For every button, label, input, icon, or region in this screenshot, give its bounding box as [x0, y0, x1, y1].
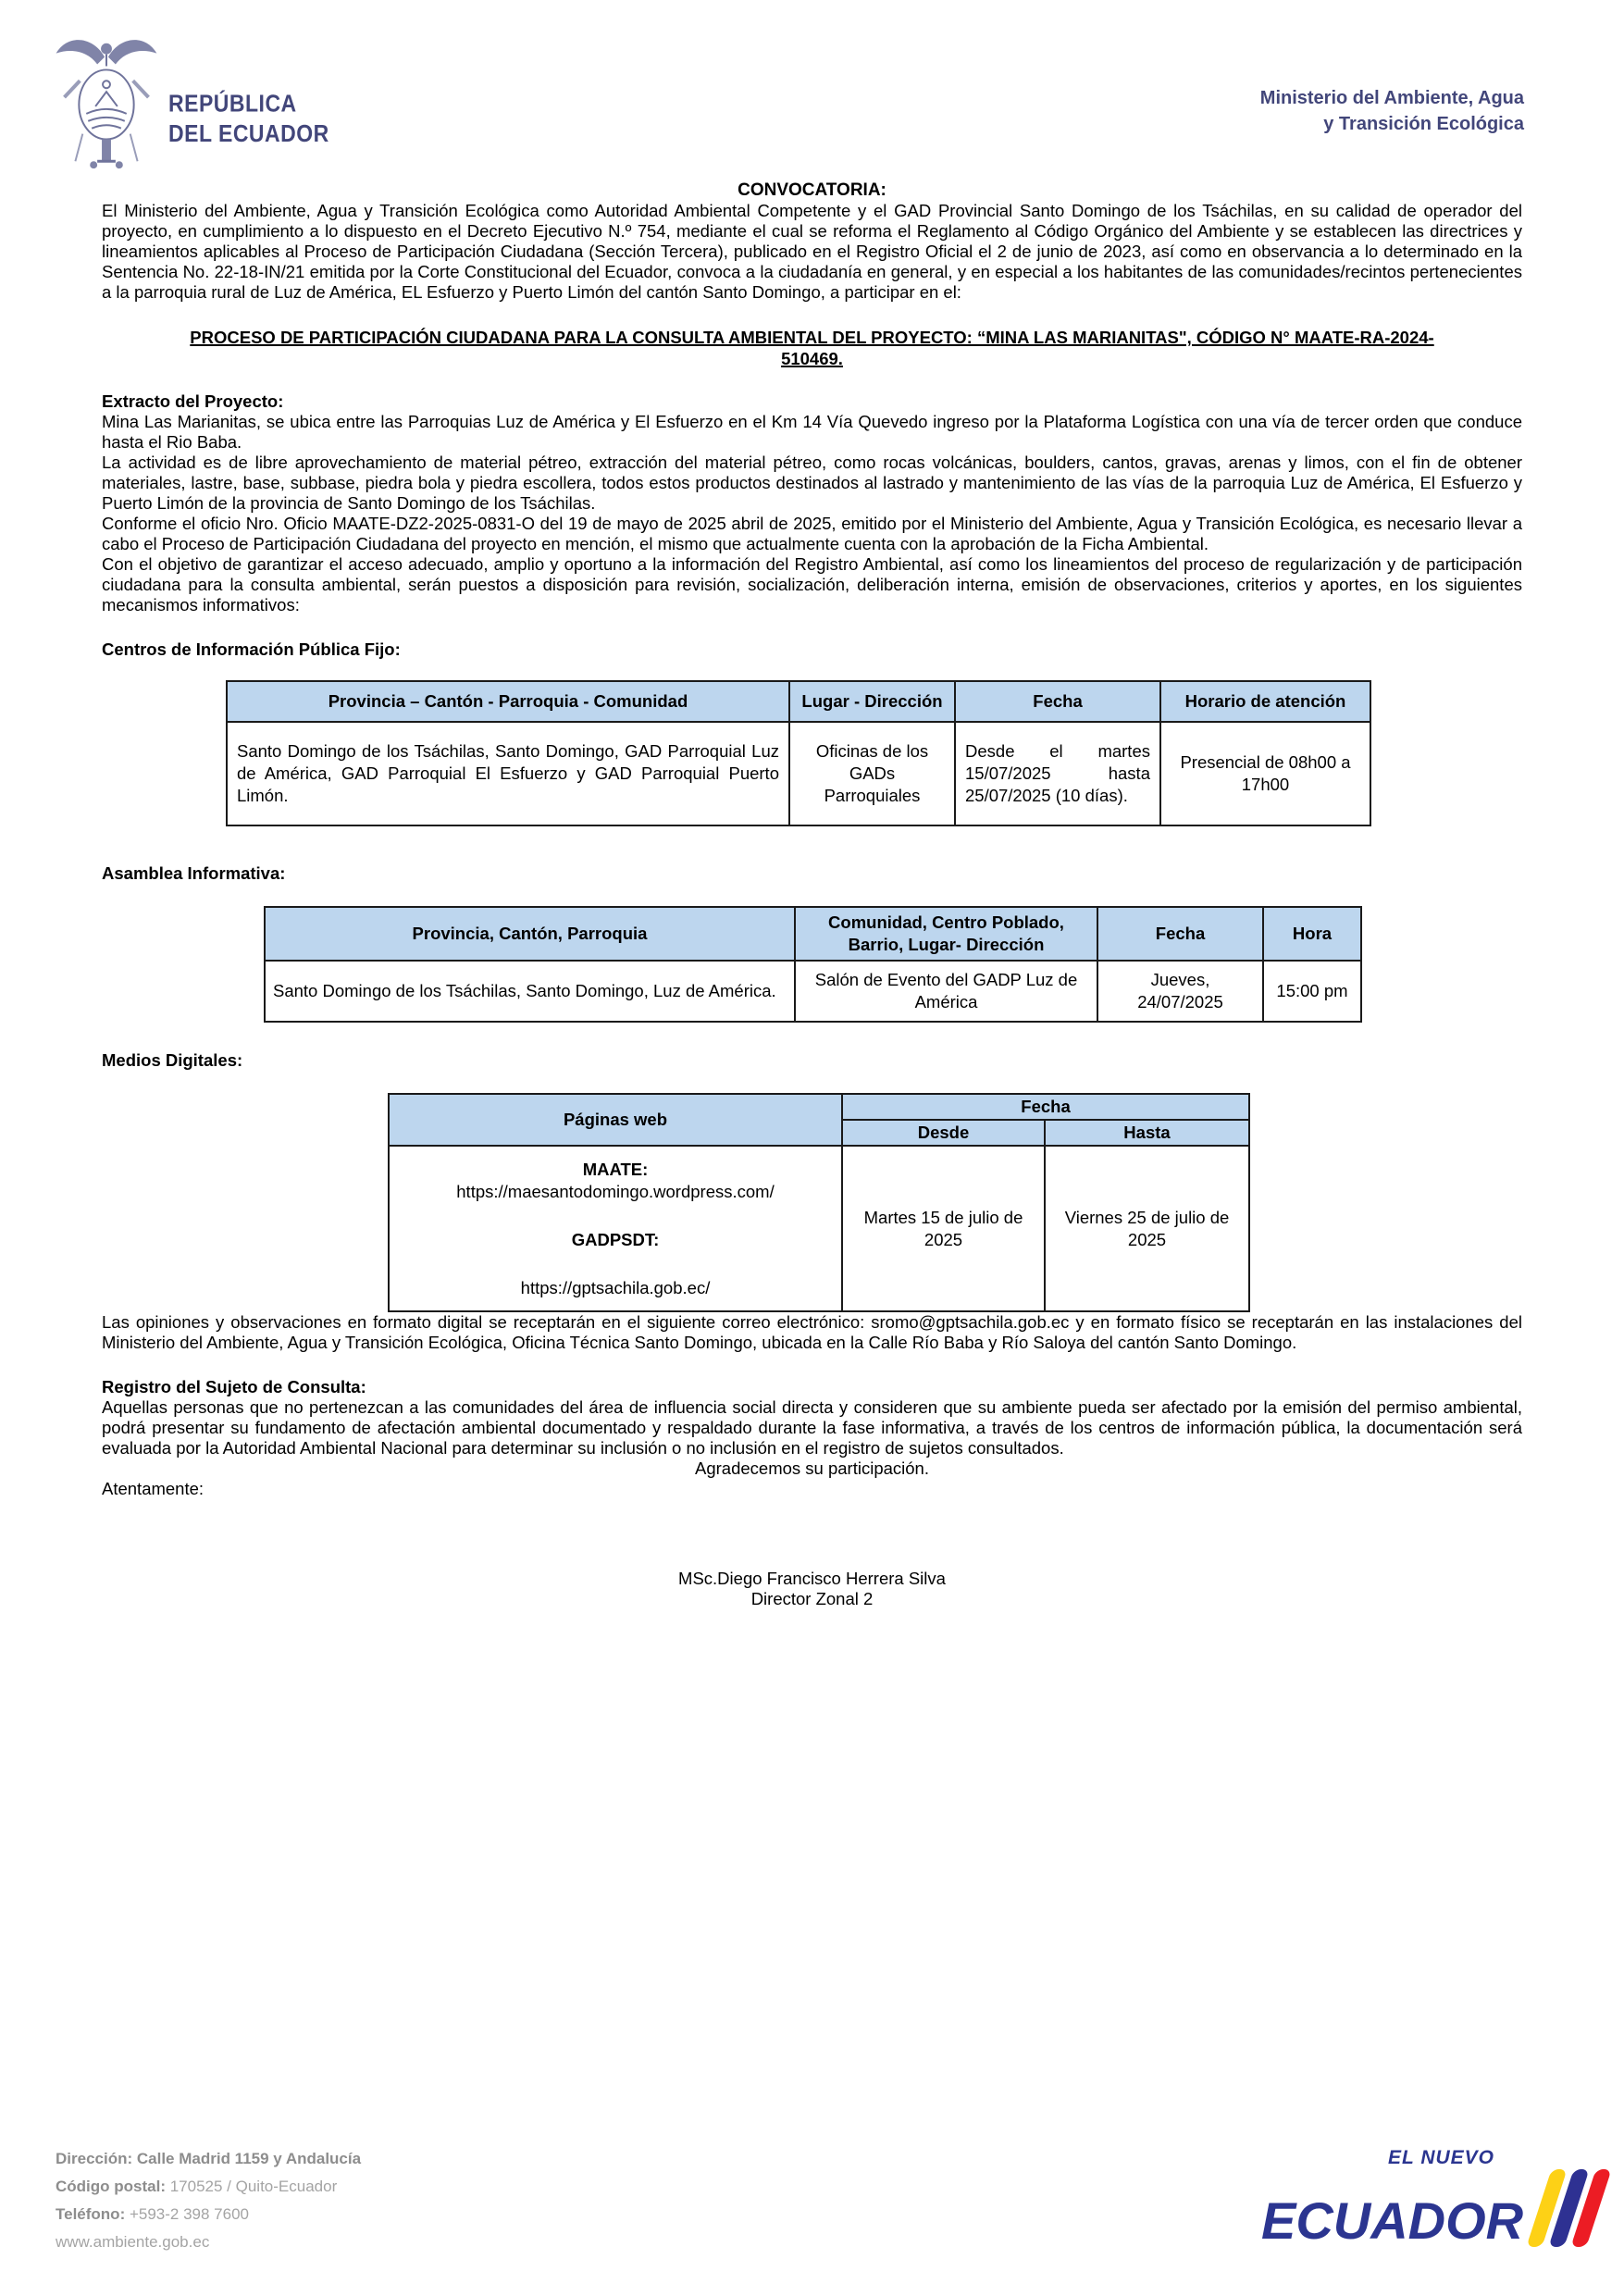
process-heading: [102, 327, 1522, 369]
medios-header-row-1: [389, 1094, 1249, 1120]
medios-cell-hasta: Viernes 25 de julio de 2025: [1045, 1146, 1249, 1311]
footer-direccion-label: Dirección:: [56, 2150, 133, 2167]
footer-direccion: [56, 2145, 361, 2173]
maate-label: MAATE:: [582, 1159, 649, 1179]
asamblea-header-provincia: Provincia, Cantón, Parroquia: [265, 907, 795, 961]
process-heading-line2: 510469.: [781, 349, 843, 368]
asamblea-header-row: [265, 907, 1361, 961]
gadpsdt-label: GADPSDT:: [571, 1229, 660, 1249]
asamblea-header-fecha: Fecha: [1097, 907, 1263, 961]
intro-paragraph: El Ministerio del Ambiente, Agua y Transición Ecológica como Autoridad Ambiental Competente y el GAD Provincial Santo Domingo de los Tsáchilas, en su calidad de operador del proyecto, en cumplimiento a lo dispuesto en el Decreto Ejecutivo N.º 754, mediante el cual se reforma el Reglamento al Código Orgánico del Ambiente y se establecen las directrices y lineamientos aplicables al Proceso de Participación Ciudadana (Sección Tercera), publicado en el Registro Oficial el 2 de junio de 2023, así como en observancia a lo determinado en la Sentencia No. 22-18-IN/21 emitida por la Corte Constitucional del Ecuador, convoca a la ciudadanía en general, y en especial a los habitantes de las comunidades/recintos pertenecientes a la parroquia rural de Luz de América, EL Esfuerzo y Puerto Limón del cantón Santo Domingo, a participar en el:: [102, 201, 1522, 302]
registro-paragraph: Aquellas personas que no pertenezcan a las comunidades del área de influencia social directa y consideren que su ambiente pueda ser afectado por la emisión del permiso ambiental, podrá presentar su fundamento de afectación ambiental documentado y respaldado durante la fase informativa, a través de los centros de información pública, la documentación será evaluada por la Autoridad Ambiental Nacional para determinar su inclusión o no inclusión en el registro de sujetos consultados.: [102, 1397, 1522, 1458]
medios-header-hasta: Hasta: [1045, 1120, 1249, 1146]
centros-cell-horario: Presencial de 08h00 a 17h00: [1160, 722, 1370, 825]
section-heading-registro: Registro del Sujeto de Consulta:: [102, 1377, 366, 1396]
footer-direccion-value: Calle Madrid 1159 y Andalucía: [136, 2150, 362, 2167]
medios-data-row: [389, 1146, 1249, 1311]
centros-cell-lugar: Oficinas de los GADs Parroquiales: [789, 722, 955, 825]
extracto-paragraph-3: Conforme el oficio Nro. Oficio MAATE-DZ2-2025-0831-O del 19 de mayo de 2025 abril de 2025, emitido por el Ministerio del Ambiente, Agua y Transición Ecológica, es necesario llevar a cabo el Proceso de Participación Ciudadana del proyecto en mención, el mismo que actualmente cuenta con la aprobación de la Ficha Ambiental.: [102, 514, 1522, 553]
logo-ecuador-text: ECUADOR: [1261, 2191, 1524, 2250]
republic-line2: DEL ECUADOR: [168, 119, 329, 147]
medios-table: [388, 1093, 1250, 1312]
signer-role: Director Zonal 2: [750, 1589, 874, 1608]
footer-codigo-label: Código postal:: [56, 2178, 166, 2195]
asamblea-cell-provincia: Santo Domingo de los Tsáchilas, Santo Domingo, Luz de América.: [265, 961, 795, 1022]
footer-codigo-postal: [56, 2173, 361, 2201]
signer-name: MSc.Diego Francisco Herrera Silva: [678, 1569, 946, 1588]
centros-header-lugar: Lugar - Dirección: [789, 681, 955, 722]
el-nuevo-ecuador-logo: [1261, 2147, 1567, 2250]
section-heading-extracto: Extracto del Proyecto:: [102, 391, 284, 411]
medios-cell-desde: Martes 15 de julio de 2025: [842, 1146, 1045, 1311]
page-title: CONVOCATORIA:: [738, 180, 886, 200]
footer-telefono-value: +593-2 398 7600: [129, 2205, 250, 2223]
signature-block: [102, 1569, 1522, 1609]
footer-telefono-label: Teléfono:: [56, 2205, 126, 2223]
section-heading-asamblea: Asamblea Informativa:: [102, 863, 286, 883]
centros-data-row: [227, 722, 1370, 825]
republic-line1: REPÚBLICA: [168, 90, 297, 118]
centros-header-horario: Horario de atención: [1160, 681, 1370, 722]
thanks-line: Agradecemos su participación.: [695, 1458, 929, 1478]
ministry-line2: y Transición Ecológica: [1323, 114, 1524, 134]
document-content: [102, 176, 1522, 1609]
centros-header-provincia: Provincia – Cantón - Parroquia - Comunidad: [227, 681, 789, 722]
extracto-paragraph-1: Mina Las Marianitas, se ubica entre las Parroquias Luz de América y El Esfuerzo en el Km 14 Vía Quevedo ingreso por la Plataforma Logística con una vía de tercer orden que conduce hasta el Rio Baba.: [102, 412, 1522, 452]
footer-codigo-value: 170525 / Quito-Ecuador: [169, 2178, 338, 2195]
footer-contact-block: [56, 2145, 361, 2256]
opiniones-paragraph: Las opiniones y observaciones en formato digital se receptarán en el siguiente correo electrónico: sromo@gptsachila.gob.ec y en formato físico se receptarán en las instalaciones del Ministerio del Ambiente, Agua y Transición Ecológica, Oficina Técnica Santo Domingo, ubicada en la Calle Río Baba y Río Saloya del cantón Santo Domingo.: [102, 1312, 1522, 1352]
logo-el-nuevo-text: EL NUEVO: [1388, 2147, 1494, 2168]
centros-header-row: [227, 681, 1370, 722]
centros-table: [226, 680, 1371, 826]
section-heading-centros: Centros de Información Pública Fijo:: [102, 639, 401, 659]
asamblea-data-row: [265, 961, 1361, 1022]
asamblea-cell-hora: 15:00 pm: [1263, 961, 1361, 1022]
ministry-line1: Ministerio del Ambiente, Agua: [1259, 88, 1524, 108]
centros-cell-provincia: Santo Domingo de los Tsáchilas, Santo Domingo, GAD Parroquial Luz de América, GAD Parroquial El Esfuerzo y GAD Parroquial Puerto Limón.: [227, 722, 789, 825]
salutation-line: Atentamente:: [102, 1479, 205, 1498]
ministry-name: [1260, 85, 1524, 137]
asamblea-table: [264, 906, 1362, 1023]
footer-website: www.ambiente.gob.ec: [56, 2233, 210, 2251]
centros-header-fecha: Fecha: [955, 681, 1160, 722]
medios-header-paginas: Páginas web: [389, 1094, 842, 1146]
maate-url: https://maesantodomingo.wordpress.com/: [456, 1181, 775, 1201]
gadpsdt-url: https://gptsachila.gob.ec/: [520, 1277, 711, 1297]
republic-wordmark: [168, 89, 329, 149]
section-heading-medios: Medios Digitales:: [102, 1050, 243, 1070]
centros-cell-fecha: Desde el martes 15/07/2025 hasta 25/07/2025 (10 días).: [955, 722, 1160, 825]
asamblea-cell-fecha: Jueves, 24/07/2025: [1097, 961, 1263, 1022]
medios-header-fecha: Fecha: [842, 1094, 1249, 1120]
coat-of-arms-icon: [48, 26, 165, 181]
footer-telefono: [56, 2201, 361, 2228]
flag-stripes-icon: [1532, 2169, 1599, 2247]
process-heading-line1: PROCESO DE PARTICIPACIÓN CIUDADANA PARA LA CONSULTA AMBIENTAL DEL PROYECTO: “MINA LAS MARIANITAS", CÓDIGO N° MAATE-RA-2024-: [190, 328, 1434, 347]
asamblea-header-hora: Hora: [1263, 907, 1361, 961]
extracto-paragraph-4: Con el objetivo de garantizar el acceso adecuado, amplio y oportuno a la información del Registro Ambiental, así como los lineamientos del proceso de regularización y de participación ciudadana para la consulta ambiental, serán puestos a disposición para revisión, socialización, deliberación interna, emisión de observaciones, criterios y aportes, en los siguientes mecanismos informativos:: [102, 554, 1522, 614]
asamblea-cell-comunidad: Salón de Evento del GADP Luz de América: [795, 961, 1097, 1022]
medios-cell-paginas: [389, 1146, 842, 1311]
medios-header-desde: Desde: [842, 1120, 1045, 1146]
extracto-paragraph-2: La actividad es de libre aprovechamiento de material pétreo, extracción del material pétreo, como rocas volcánicas, boulders, cantos, gravas, arenas y limos, con el fin de obtener materiales, lastre, base, subbase, piedra bola y piedra escollera, todos estos productos destinados al lastrado y mantenimiento de las vías de la parroquia Luz de América, El Esfuerzo y Puerto Limón de la provincia de Santo Domingo de los Tsáchilas.: [102, 453, 1522, 513]
asamblea-header-comunidad: Comunidad, Centro Poblado, Barrio, Lugar- Dirección: [795, 907, 1097, 961]
